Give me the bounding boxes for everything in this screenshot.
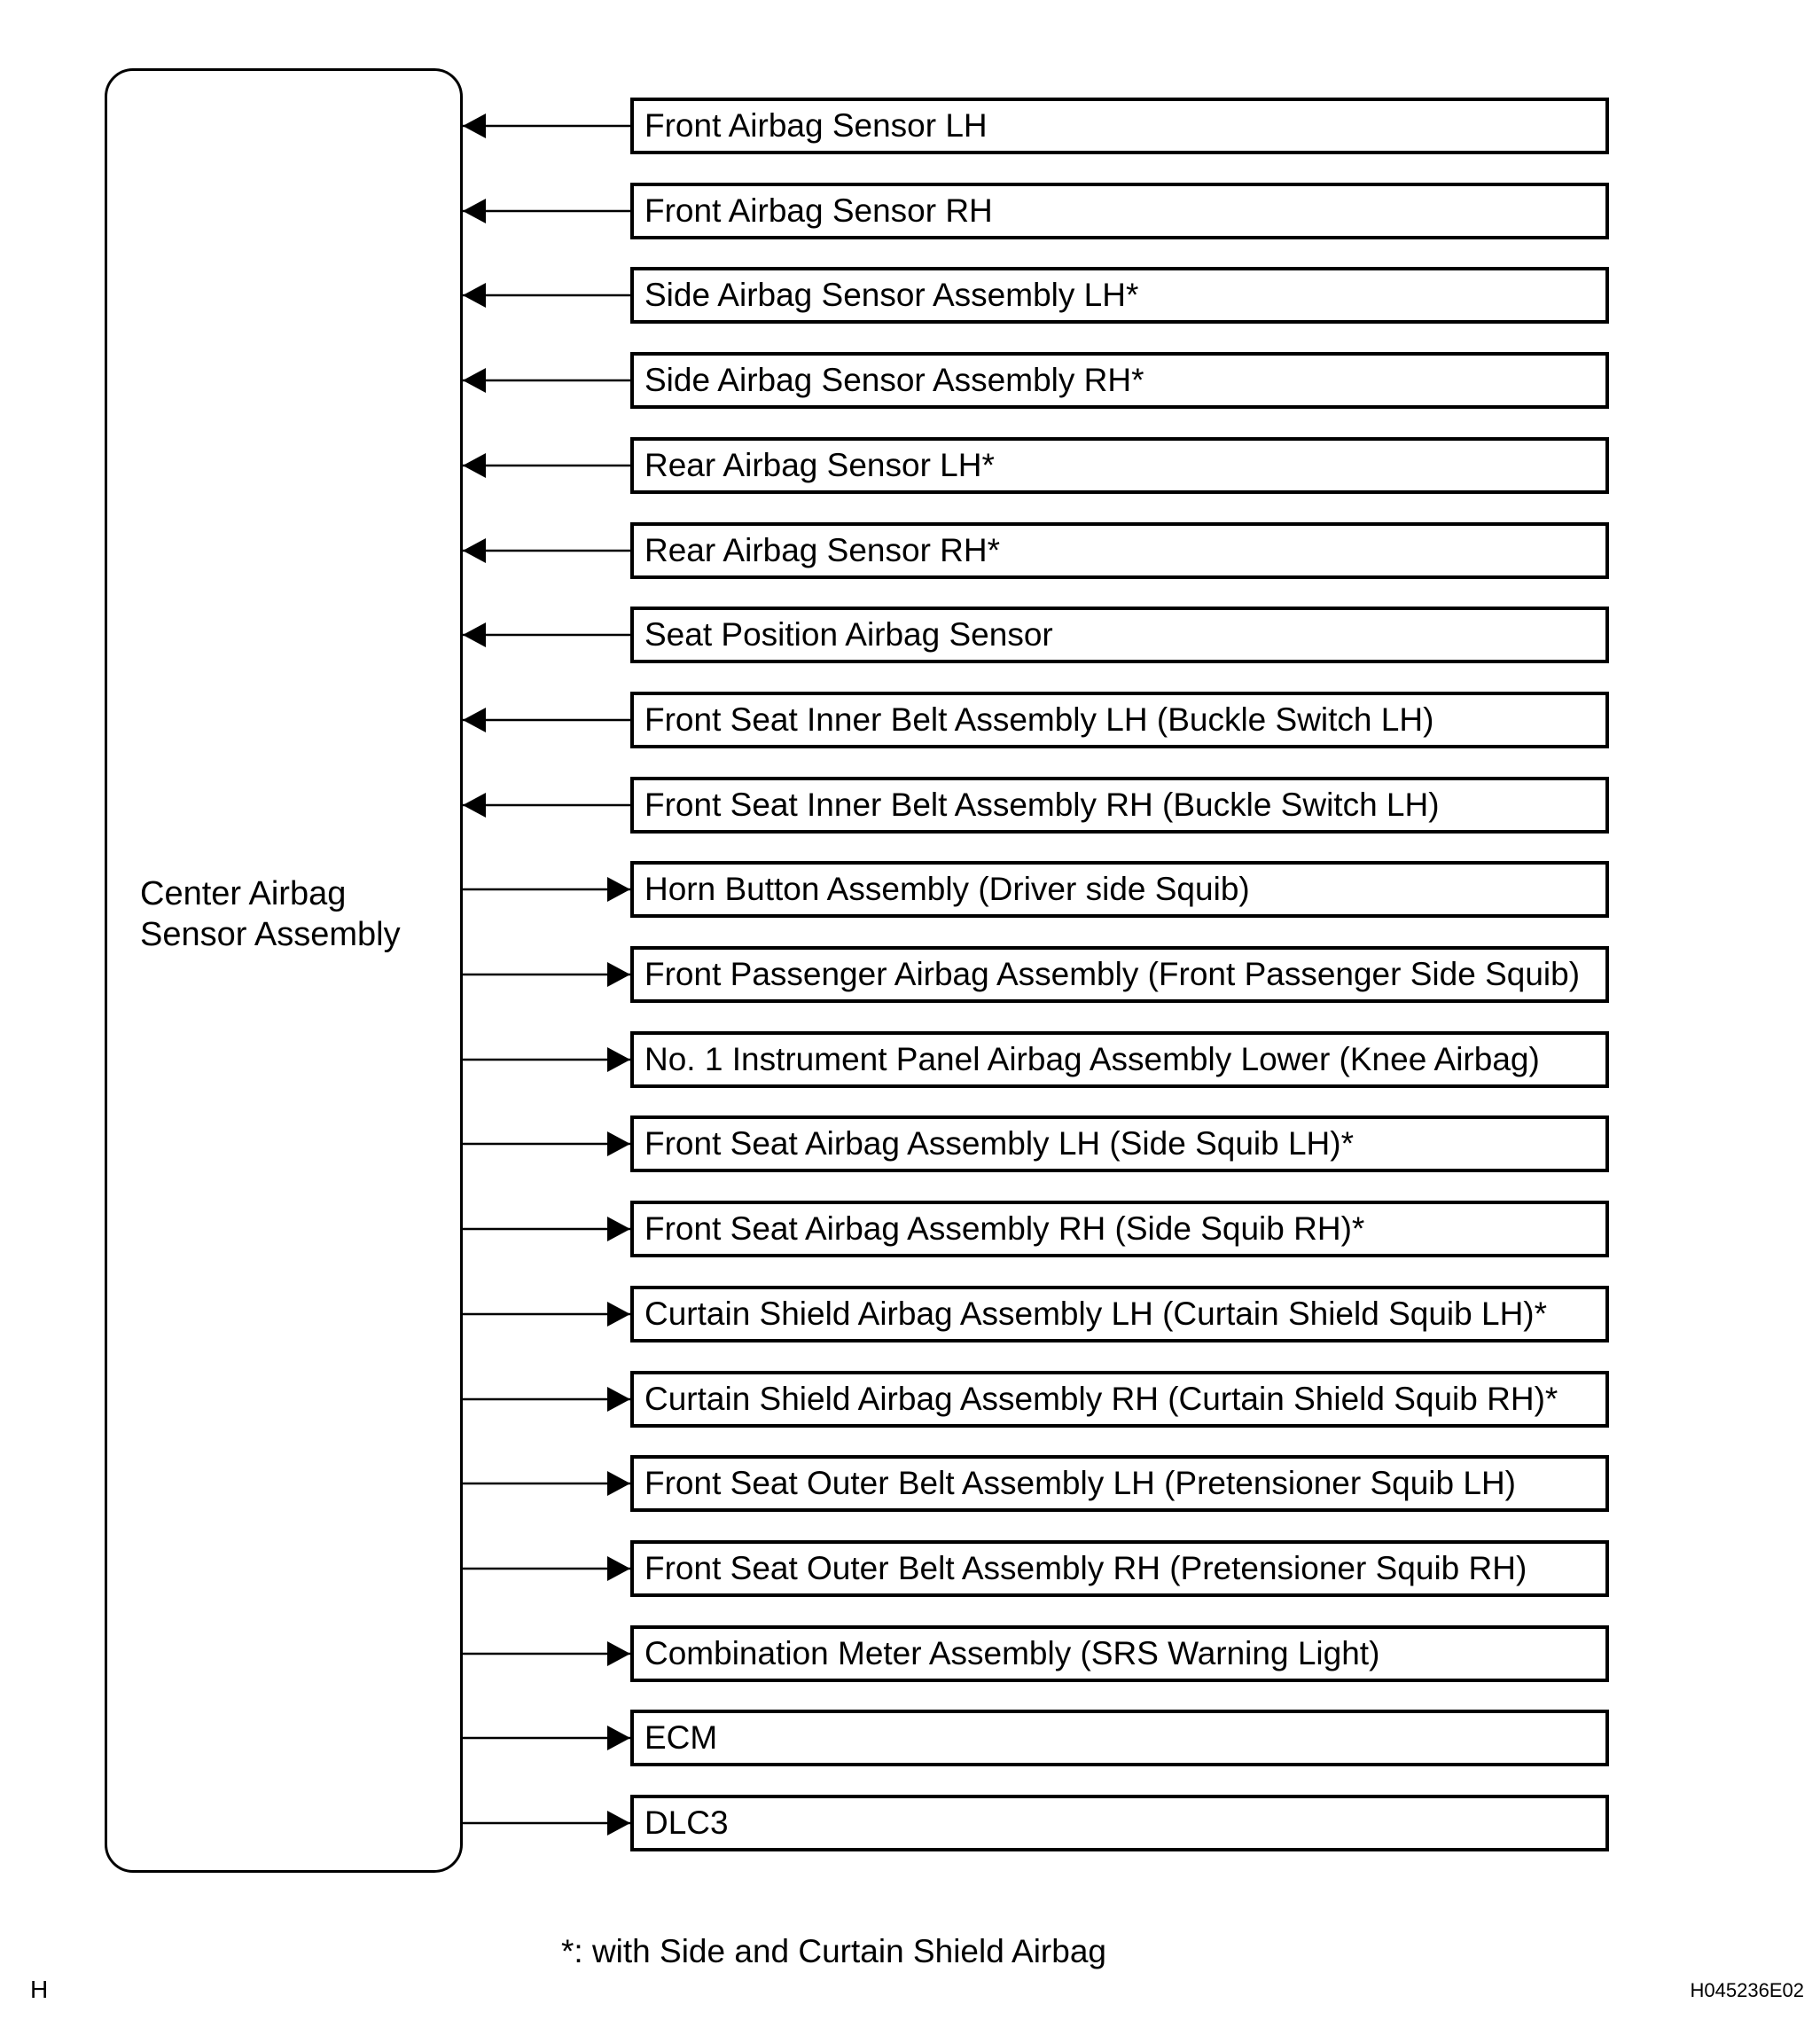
component-label: DLC3: [644, 1804, 729, 1841]
component-label: Combination Meter Assembly (SRS Warning Light): [644, 1635, 1380, 1671]
arrow-head-icon: [607, 1811, 630, 1836]
component-box: [630, 267, 1609, 324]
figure-id: H045236E02: [1690, 1979, 1804, 2001]
arrow-head-icon: [463, 453, 486, 478]
component-label: Front Airbag Sensor RH: [644, 192, 993, 229]
arrow-head-icon: [463, 708, 486, 732]
component-label: Front Seat Airbag Assembly RH (Side Squib RH)*: [644, 1210, 1365, 1247]
component-label: Rear Airbag Sensor LH*: [644, 447, 995, 483]
component-label: No. 1 Instrument Panel Airbag Assembly Lower (Knee Airbag): [644, 1041, 1540, 1077]
component-label: Curtain Shield Airbag Assembly RH (Curtain Shield Squib RH)*: [644, 1381, 1558, 1417]
arrow-head-icon: [607, 1217, 630, 1241]
component-box: [630, 1371, 1609, 1428]
component-box: [630, 437, 1609, 494]
component-label: Front Seat Inner Belt Assembly LH (Buckle Switch LH): [644, 701, 1434, 738]
arrow-head-icon: [607, 1641, 630, 1666]
corner-code-left: H: [30, 1976, 49, 2003]
component-label: Side Airbag Sensor Assembly RH*: [644, 362, 1144, 398]
component-label: Side Airbag Sensor Assembly LH*: [644, 277, 1139, 313]
arrow-head-icon: [607, 1387, 630, 1412]
component-label: ECM: [644, 1719, 718, 1756]
arrow-head-icon: [607, 1302, 630, 1327]
component-box: [630, 946, 1609, 1003]
component-box: [630, 1625, 1609, 1682]
center-label-line1: Center Airbag: [140, 875, 347, 912]
component-box: [630, 777, 1609, 834]
component-box: [630, 522, 1609, 579]
arrow-head-icon: [607, 962, 630, 987]
arrow-head-icon: [607, 1047, 630, 1072]
component-box: [630, 1455, 1609, 1512]
component-box: [630, 1795, 1609, 1851]
component-label: Front Seat Outer Belt Assembly RH (Pretensioner Squib RH): [644, 1550, 1527, 1586]
component-box: [630, 692, 1609, 748]
arrow-head-icon: [607, 1726, 630, 1750]
component-label: Horn Button Assembly (Driver side Squib): [644, 871, 1250, 907]
arrow-head-icon: [463, 538, 486, 563]
component-box: [630, 1286, 1609, 1342]
component-box: [630, 98, 1609, 154]
arrow-head-icon: [463, 368, 486, 393]
arrow-head-icon: [607, 877, 630, 902]
component-box: [630, 1540, 1609, 1597]
center-airbag-sensor-label: [140, 873, 401, 955]
arrow-head-icon: [463, 622, 486, 647]
center-label-line2: Sensor Assembly: [140, 916, 401, 953]
component-box: [630, 183, 1609, 239]
component-label: Front Seat Outer Belt Assembly LH (Pretensioner Squib LH): [644, 1465, 1516, 1501]
arrow-head-icon: [463, 283, 486, 308]
component-box: [630, 1031, 1609, 1088]
arrow-head-icon: [463, 793, 486, 818]
component-box: [630, 1115, 1609, 1172]
arrow-head-icon: [607, 1556, 630, 1581]
component-label: Seat Position Airbag Sensor: [644, 616, 1053, 653]
component-label: Front Passenger Airbag Assembly (Front Passenger Side Squib): [644, 956, 1581, 992]
component-label: Front Seat Airbag Assembly LH (Side Squib LH)*: [644, 1125, 1354, 1162]
component-box: [630, 607, 1609, 663]
arrow-head-icon: [463, 199, 486, 223]
component-label: Front Seat Inner Belt Assembly RH (Buckle Switch LH): [644, 787, 1440, 823]
component-box: [630, 352, 1609, 409]
center-airbag-sensor-box: [105, 68, 463, 1873]
arrow-head-icon: [607, 1471, 630, 1496]
component-label: Rear Airbag Sensor RH*: [644, 532, 1001, 568]
component-box: [630, 861, 1609, 918]
component-label: Front Airbag Sensor LH: [644, 107, 988, 144]
component-box: [630, 1201, 1609, 1257]
arrow-head-icon: [607, 1131, 630, 1156]
component-box: [630, 1710, 1609, 1766]
arrow-head-icon: [463, 114, 486, 138]
footnote: *: with Side and Curtain Shield Airbag: [561, 1933, 1106, 1969]
component-label: Curtain Shield Airbag Assembly LH (Curtain Shield Squib LH)*: [644, 1295, 1548, 1332]
